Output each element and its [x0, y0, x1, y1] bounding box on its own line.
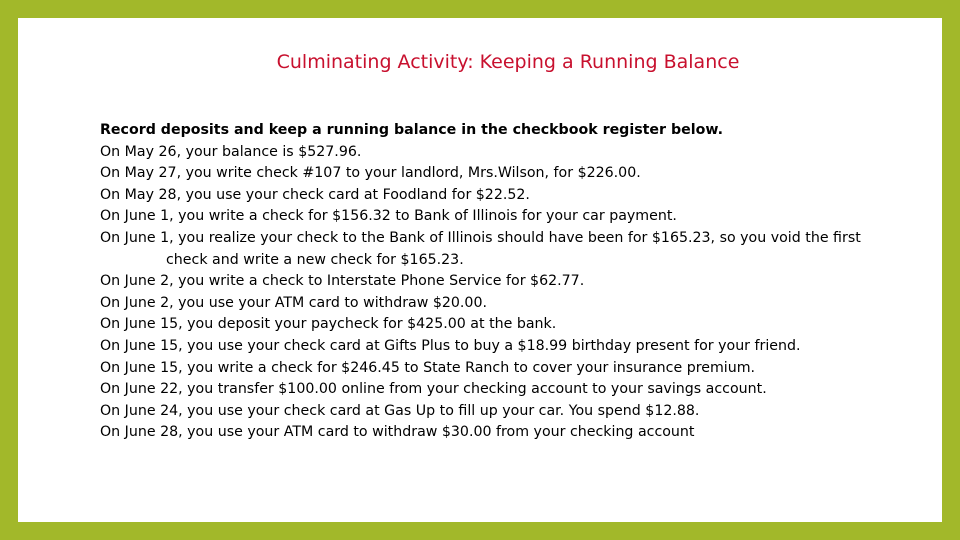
- instruction-line: On June 2, you use your ATM card to withdraw $20.00.: [100, 294, 487, 311]
- instruction-line: On June 15, you use your check card at Gifts Plus to buy a $18.99 birthday present for your friend.: [100, 337, 801, 354]
- instruction-line: On June 22, you transfer $100.00 online from your checking account to your savings account.: [100, 381, 767, 398]
- instruction-line: On June 1, you realize your check to the Bank of Illinois should have been for $165.23, so you void the first: [100, 229, 861, 246]
- instruction-line: On May 26, your balance is $527.96.: [100, 143, 362, 160]
- intro-line: Record deposits and keep a running balance in the checkbook register below.: [100, 122, 723, 138]
- instruction-line: On June 15, you deposit your paycheck for $425.00 at the bank.: [100, 316, 557, 333]
- instruction-line: On June 15, you write a check for $246.45 to State Ranch to cover your insurance premium.: [100, 359, 756, 376]
- slide-title: Culminating Activity: Keeping a Running Balance: [276, 51, 740, 73]
- instruction-line: On June 24, you use your check card at Gas Up to fill up your car. You spend $12.88.: [100, 402, 700, 419]
- activity-text: [100, 120, 900, 444]
- instruction-line: On May 27, you write check #107 to your landlord, Mrs.Wilson, for $226.00.: [100, 165, 641, 182]
- instruction-line-continuation: check and write a new check for $165.23.: [166, 251, 464, 268]
- slide-panel: [18, 18, 942, 522]
- instruction-line: On June 2, you write a check to Interstate Phone Service for $62.77.: [100, 273, 585, 290]
- instruction-line: On May 28, you use your check card at Foodland for $22.52.: [100, 186, 530, 203]
- instruction-line: On June 1, you write a check for $156.32 to Bank of Illinois for your car payment.: [100, 208, 677, 225]
- instruction-line: On June 28, you use your ATM card to withdraw $30.00 from your checking account: [100, 424, 695, 441]
